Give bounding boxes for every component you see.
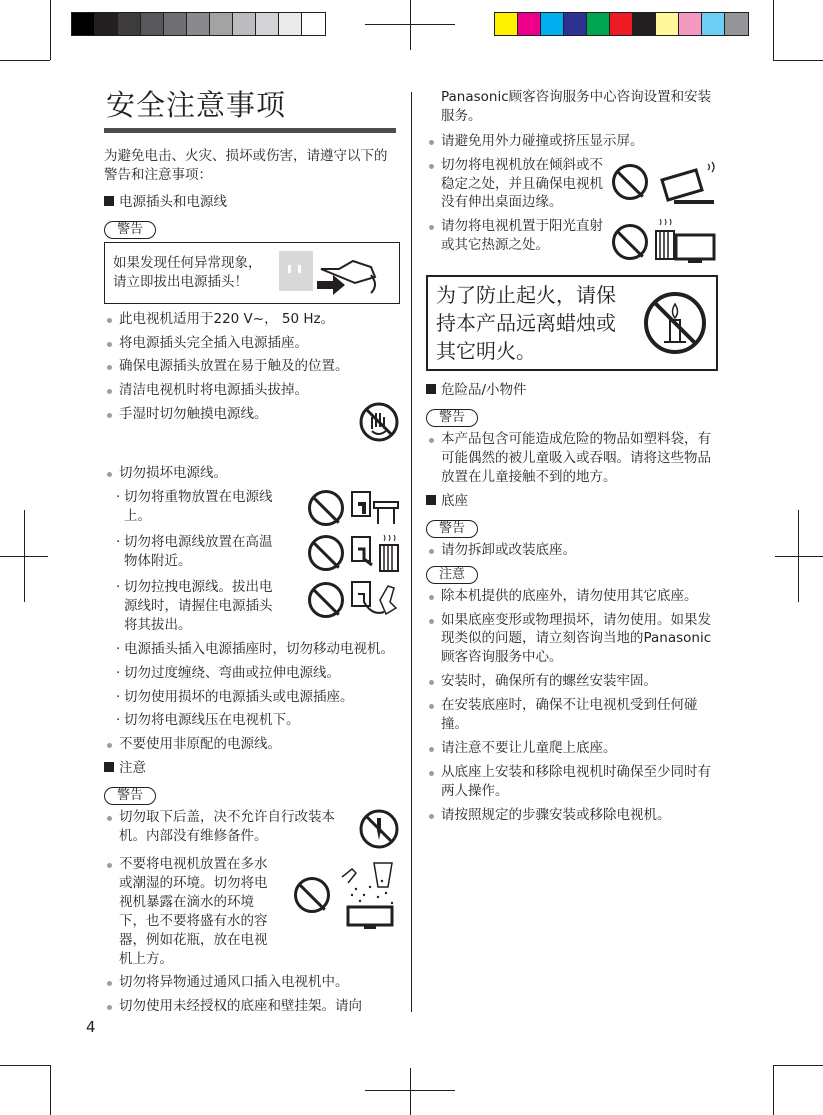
- right-column: [426, 88, 718, 829]
- section-heading-base: 底座: [426, 492, 718, 511]
- color-swatch: [541, 13, 564, 35]
- crop-mark: [773, 0, 774, 60]
- list-item-text: 手湿时切勿触摸电源线。: [119, 406, 268, 423]
- caution-list: [104, 808, 400, 1016]
- prohibited-icon: [294, 877, 330, 913]
- warning-tag: 警告: [104, 221, 156, 239]
- list-item: 切勿取下后盖，决不允许自行改装本机。内部没有维修备件。: [104, 808, 400, 850]
- prohibited-icon: [612, 164, 648, 200]
- warning-tag: 警告: [426, 409, 478, 427]
- section-heading-danger: 危险品/小物件: [426, 381, 718, 400]
- list-item: [104, 405, 400, 459]
- list-item: 请按照规定的步骤安装或移除电视机。: [426, 806, 718, 825]
- list-item: 请注意不要让儿童爬上底座。: [426, 739, 718, 758]
- sub-list-item: · 切勿使用损坏的电源插头或电源插座。: [116, 688, 400, 707]
- gray-swatch: [164, 13, 187, 35]
- registration-mark: [798, 510, 799, 602]
- gray-swatch: [141, 13, 164, 35]
- base-warning-list: [426, 541, 718, 560]
- list-item: 切勿损坏电源线。: [104, 464, 400, 483]
- gray-swatch: [187, 13, 210, 35]
- color-swatch: [610, 13, 633, 35]
- unplug-warning-box: [104, 242, 400, 304]
- gray-swatch: [95, 13, 118, 35]
- sub-list-item: · 电源插头插入电源插座时，切勿移动电视机。: [116, 640, 400, 659]
- crop-mark: [0, 1065, 50, 1066]
- color-swatch: [564, 13, 587, 35]
- list-item: 清洁电视机时将电源插头拔掉。: [104, 381, 400, 400]
- crop-mark: [0, 60, 50, 61]
- list-item: 切勿使用未经授权的底座和壁挂架。请向: [104, 997, 400, 1016]
- water-dripping-tv-icon: [334, 859, 400, 931]
- base-caution-list: [426, 587, 718, 825]
- square-bullet-icon: [104, 196, 114, 206]
- list-item: 如果底座变形或物理损坏，请勿使用。如果发现类似的问题，请立刻咨询当地的Panasonic顾客咨询服务中心。: [426, 611, 718, 668]
- gray-swatch: [233, 13, 256, 35]
- no-disassembly-icon: [358, 808, 400, 850]
- caution-tag: 注意: [426, 566, 478, 584]
- sub-list-item: · 切勿过度缠绕、弯曲或拉伸电源线。: [116, 664, 400, 683]
- list-item: 不要将电视机放置在多水或潮湿的环境。切勿将电视机暴露在滴水的环境下，也不要将盛有水的容器，例如花瓶，放在电视机上方。: [104, 855, 400, 968]
- color-swatch: [495, 13, 518, 35]
- registration-mark: [24, 510, 25, 602]
- column-divider: [411, 92, 412, 1012]
- sub-list-item: · 切勿将电源线压在电视机下。: [116, 711, 400, 730]
- registration-mark: [410, 1068, 411, 1115]
- list-item: 从底座上安装和移除电视机时确保至少同时有两人操作。: [426, 763, 718, 801]
- crop-mark: [773, 1065, 774, 1115]
- heater-near-tv-icon: [654, 217, 718, 267]
- registration-mark: [410, 0, 411, 50]
- gray-swatch: [118, 13, 141, 35]
- list-item: 本产品包含可能造成危险的物品如塑料袋，有可能偶然的被儿童吸入或吞咽。请将这些物品放置在儿童接触不到的地方。: [426, 430, 718, 487]
- color-swatch: [725, 13, 748, 35]
- color-swatch: [587, 13, 610, 35]
- list-item: 此电视机适用于220 V~， 50 Hz。: [104, 310, 400, 329]
- color-swatch: [656, 13, 679, 35]
- grayscale-calibration-bar: [71, 12, 326, 36]
- continued-text: Panasonic顾客咨询服务中心咨询设置和安装服务。: [441, 89, 712, 124]
- color-swatch: [679, 13, 702, 35]
- warning-tag: 警告: [104, 787, 156, 805]
- cord-near-heater-icon: [350, 533, 400, 573]
- crop-mark: [50, 1065, 51, 1115]
- color-swatch: [518, 13, 541, 35]
- unplug-warning-text: 如果发现任何异常现象，请立即拔出电源插头！: [113, 254, 262, 290]
- no-wet-hands-icon: [358, 401, 400, 443]
- sub-list-item: · 切勿将重物放置在电源线上。: [116, 488, 400, 528]
- power-cord-sublist: [104, 488, 400, 730]
- section-heading-caution: 注意: [104, 759, 400, 778]
- page-title: 安全注意事项: [106, 88, 287, 122]
- tv-placement-list: [426, 132, 718, 268]
- square-bullet-icon: [426, 495, 436, 505]
- color-calibration-bar: [494, 12, 749, 36]
- warning-tag: 警告: [426, 520, 478, 538]
- prohibited-icon: [612, 224, 648, 260]
- page-number: 4: [86, 1018, 96, 1036]
- registration-mark: [775, 556, 823, 557]
- list-item: 不要使用非原配的电源线。: [104, 735, 400, 754]
- sub-list-item: · 切勿拉拽电源线。拔出电源线时，请握住电源插头将其拔出。: [116, 578, 400, 635]
- crop-mark: [773, 60, 823, 61]
- pulling-cord-icon: [350, 578, 400, 622]
- sub-list-item: · 切勿将电源线放置在高温物体附近。: [116, 533, 400, 573]
- fire-warning-text: 为了防止起火，请保持本产品远离蜡烛或其它明火。: [436, 283, 616, 364]
- list-item: 请避免用外力碰撞或挤压显示屏。: [426, 132, 718, 151]
- list-item: 切勿将异物通过通风口插入电视机中。: [104, 973, 400, 992]
- gray-swatch: [279, 13, 302, 35]
- tilted-tv-icon: [654, 156, 718, 208]
- fire-warning-box: [426, 275, 718, 371]
- danger-list: [426, 430, 718, 487]
- list-item: 请勿将电视机置于阳光直射或其它热源之处。: [426, 217, 718, 267]
- square-bullet-icon: [104, 762, 114, 772]
- list-item: 在安装底座时，确保不让电视机受到任何碰撞。: [426, 696, 718, 734]
- power-list: [104, 310, 400, 483]
- list-item: 除本机提供的底座外，请勿使用其它底座。: [426, 587, 718, 606]
- left-column: [104, 88, 400, 1021]
- gray-swatch: [302, 13, 325, 35]
- prohibited-icon: [308, 582, 344, 618]
- prohibited-icon: [308, 490, 344, 526]
- crop-mark: [773, 1065, 823, 1066]
- color-swatch: [702, 13, 725, 35]
- prohibited-icon: [308, 535, 344, 571]
- intro-text: 为避免电击、火灾、损坏或伤害，请遵守以下的警告和注意事项：: [104, 148, 388, 183]
- crop-mark: [50, 0, 51, 60]
- gray-swatch: [72, 13, 95, 35]
- gray-swatch: [256, 13, 279, 35]
- square-bullet-icon: [426, 384, 436, 394]
- gray-swatch: [210, 13, 233, 35]
- color-swatch: [633, 13, 656, 35]
- list-item: 安装时，确保所有的螺丝安装牢固。: [426, 672, 718, 691]
- no-open-flame-icon: [642, 290, 708, 356]
- list-item: 将电源插头完全插入电源插座。: [104, 334, 400, 353]
- list-item: 确保电源插头放置在易于触及的位置。: [104, 357, 400, 376]
- list-item: 请勿拆卸或改装底座。: [426, 541, 718, 560]
- title-underline: [104, 128, 396, 133]
- heavy-object-on-cord-icon: [350, 488, 400, 528]
- unplug-plug-icon: [273, 247, 383, 299]
- section-heading-power: 电源插头和电源线: [104, 193, 400, 212]
- list-item: 切勿将电视机放在倾斜或不稳定之处，并且确保电视机没有伸出桌面边缘。: [426, 156, 718, 213]
